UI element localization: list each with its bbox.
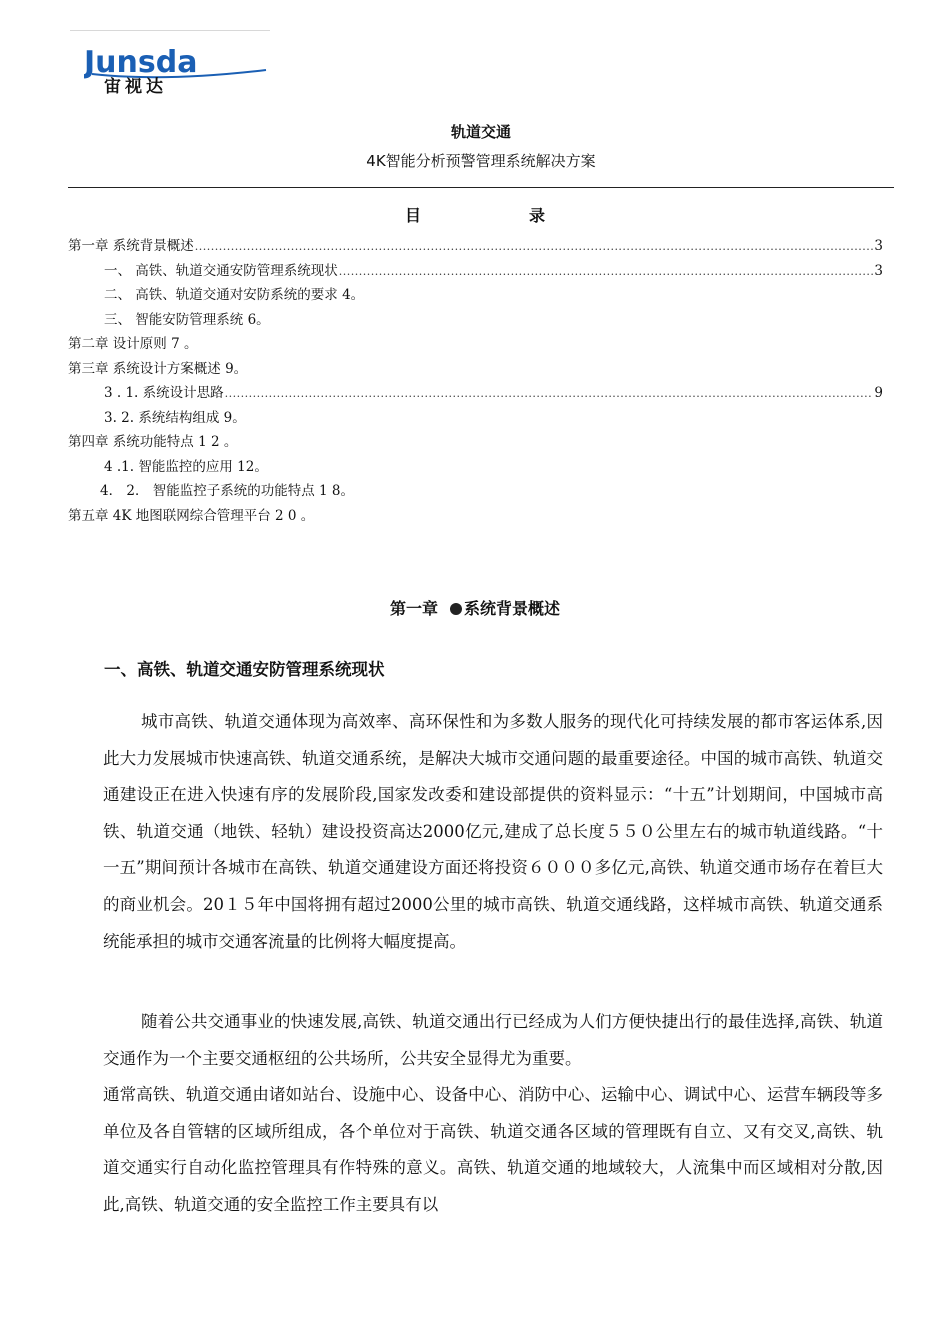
logo-subtitle: 宙视达 bbox=[104, 77, 167, 94]
chapter-title: 系统背景概述 bbox=[464, 599, 561, 618]
toc-entry-label: 4． 2． 智能监控子系统的功能特点 1 8。 bbox=[100, 483, 355, 499]
bullet-marker-icon bbox=[450, 603, 462, 615]
toc-entry-label: 二、 高铁、轨道交通对安防系统的要求 4。 bbox=[104, 287, 365, 303]
table-of-contents bbox=[68, 234, 883, 528]
section-heading: 一、高铁、轨道交通安防管理系统现状 bbox=[104, 660, 385, 679]
paragraph-3: 通常高铁、轨道交通由诸如站台、设施中心、设备中心、消防中心、运输中心、调试中心、运营车辆段等多单位及各自管辖的区域所组成，各个单位对于高铁、轨道交通各区域的管理既有自立、又有交叉,高铁、轨道交通实行自动化监控管理具有作特殊的意义。高铁、轨道交通的地域较大，人流集中而区域相对分散,因此,高铁、轨道交通的安全监控工作主要具有以 bbox=[103, 1085, 883, 1214]
toc-entry[interactable] bbox=[68, 283, 883, 308]
toc-entry-page: 3 bbox=[874, 238, 883, 254]
toc-entry-label: 第三章 系统设计方案概述 9。 bbox=[68, 360, 248, 377]
toc-heading-right: 录 bbox=[529, 206, 546, 225]
toc-entry[interactable] bbox=[68, 430, 883, 455]
toc-entry-label: 第二章 设计原则 7 。 bbox=[68, 336, 198, 352]
doc-title: 轨道交通 bbox=[450, 123, 511, 141]
toc-entry-label: 一、 高铁、轨道交通安防管理系统现状 bbox=[104, 262, 338, 279]
toc-entry-page: 3 bbox=[874, 262, 883, 279]
toc-entry[interactable] bbox=[68, 234, 883, 259]
toc-entry-label: 第一章 系统背景概述 bbox=[68, 238, 194, 254]
company-logo bbox=[84, 48, 269, 94]
toc-entry-label: 3 . 1. 系统设计思路 bbox=[104, 385, 224, 401]
toc-leader-dots bbox=[195, 234, 874, 260]
logo-wordmark: Junsda bbox=[84, 48, 198, 80]
toc-entry-label: 第五章 4K 地图联网综合管理平台 2 0 。 bbox=[68, 507, 315, 524]
paragraph-2: 随着公共交通事业的快速发展,高铁、轨道交通出行已经成为人们方便快捷出行的最佳选择,高铁、轨道交通作为一个主要交通枢纽的公共场所，公共安全显得尤为重要。 bbox=[103, 1012, 883, 1068]
toc-entry[interactable] bbox=[68, 406, 883, 431]
toc-entry-page: 9 bbox=[874, 385, 883, 401]
toc-entry[interactable] bbox=[68, 308, 883, 333]
toc-entry[interactable] bbox=[68, 332, 883, 357]
toc-leader-dots bbox=[225, 381, 874, 407]
chapter-heading bbox=[0, 596, 950, 619]
toc-entry[interactable] bbox=[68, 381, 883, 406]
header-rule bbox=[70, 30, 270, 31]
toc-entry-label: 4 .1. 智能监控的应用 12。 bbox=[104, 458, 268, 475]
toc-entry[interactable] bbox=[68, 479, 883, 504]
toc-entry-label: 3. 2. 系统结构组成 9。 bbox=[104, 409, 246, 426]
toc-entry-label: 三、 智能安防管理系统 6。 bbox=[104, 311, 270, 328]
toc-entry[interactable] bbox=[68, 504, 883, 529]
paragraph-1: 城市高铁、轨道交通体现为高效率、高环保性和为多数人服务的现代化可持续发展的都市客运体系,因此大力发展城市快速高铁、轨道交通系统，是解决大城市交通问题的最重要途径。中国的城市高铁、轨道交通建设正在进入快速有序的发展阶段,国家发改委和建设部提供的资料显示：“十五”计划期间，中国城市高铁、轨道交通（地铁、轻轨）建设投资高达2000亿元,建成了总长度５５０公里左右的城市轨道线路。“十一五”期间预计各城市在高铁、轨道交通建设方面还将投资６０００多亿元,高铁、轨道交通市场存在着巨大的商业机会。20１５年中国将拥有超过2000公里的城市高铁、轨道交通线路，这样城市高铁、轨道交通系统能承担的城市交通客流量的比例将大幅度提高。 bbox=[103, 712, 883, 951]
toc-heading-left: 目 bbox=[405, 206, 422, 225]
chapter-number: 第一章 bbox=[389, 599, 438, 618]
toc-entry-label: 第四章 系统功能特点 1 2 。 bbox=[68, 434, 238, 450]
toc-entry[interactable] bbox=[68, 357, 883, 382]
title-divider bbox=[68, 187, 894, 188]
toc-entry[interactable] bbox=[68, 455, 883, 480]
doc-subtitle: 4K智能分析预警管理系统解决方案 bbox=[366, 152, 596, 170]
toc-entry[interactable] bbox=[68, 259, 883, 284]
toc-leader-dots bbox=[339, 259, 874, 285]
